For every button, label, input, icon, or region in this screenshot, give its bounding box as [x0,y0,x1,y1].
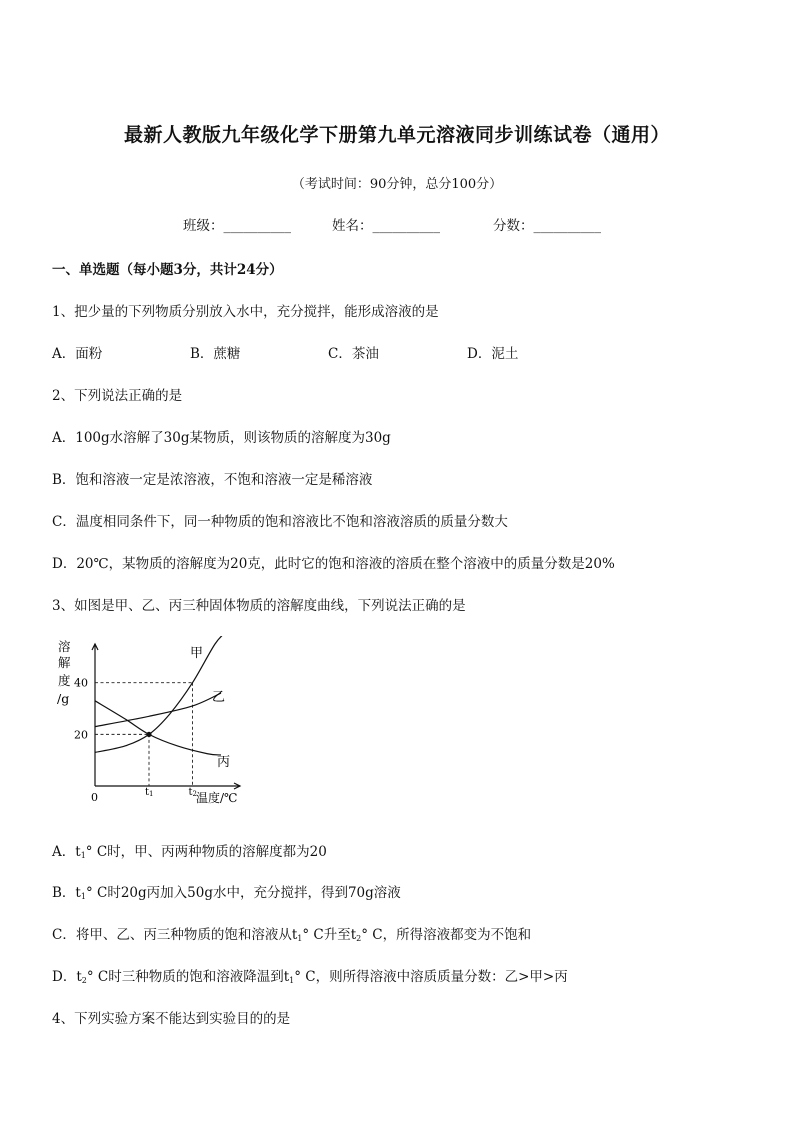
question-1-option-a: A．面粉 [52,346,103,362]
question-1-stem: 1、把少量的下列物质分别放入水中，充分搅拌，能形成溶液的是 [52,304,439,320]
option-b-text-1: B．t [52,885,81,901]
page-title: 最新人教版九年级化学下册第九单元溶液同步训练试卷（通用） [123,124,670,146]
y-tick-20: 20 [74,728,88,742]
y-axis-label-char: 度 [58,673,71,688]
curve-bing [95,701,221,755]
y-axis-label-char: 解 [58,655,71,670]
series-label-jia: 甲 [190,646,204,661]
score-label: 分数： [493,218,534,234]
option-c-sub-2: 2 [356,934,362,943]
question-2-stem: 2、下列说法正确的是 [52,388,183,404]
class-label: 班级： [183,218,224,234]
x-axis-label: 温度/℃ [196,791,238,805]
score-blank: __________ [533,218,601,234]
question-4-stem: 4、下列实验方案不能达到实验目的的是 [52,1011,291,1027]
class-field [183,214,291,234]
option-c-text-2: ° C升至t [302,927,357,943]
name-label: 姓名： [332,218,373,234]
y-axis-label-char: 溶 [58,639,71,654]
question-2-option-a: A．100g水溶解了30g某物质，则该物质的溶解度为30g [52,430,391,446]
question-3-option-c [52,923,531,943]
exam-duration: （考试时间：90分钟，总分100分） [291,177,503,192]
question-3-option-d [52,965,568,985]
option-d-text-2: ° C时三种物质的饱和溶液降温到t [86,969,290,985]
option-c-text-1: C．将甲、乙、丙三种物质的饱和溶液从t [52,927,298,943]
question-1-option-c: C．茶油 [328,346,379,362]
option-a-sub-1: 1 [80,851,86,860]
question-2-option-d: D．20℃，某物质的溶解度为20克，此时它的饱和溶液的溶质在整个溶液中的质量分数是20% [52,556,615,572]
question-2-option-c: C．温度相同条件下，同一种物质的饱和溶液比不饱和溶液溶质的质量分数大 [52,514,508,530]
curve-yi [95,693,221,727]
origin-label: 0 [91,791,98,804]
option-d-sub-2: 1 [289,976,295,985]
option-d-text-3: ° C，则所得溶液中溶质质量分数：乙>甲>丙 [294,969,568,985]
class-blank: __________ [223,218,291,234]
series-label-yi: 乙 [212,690,226,705]
option-a-text-1: A．t [52,844,81,860]
question-2-option-b: B．饱和溶液一定是浓溶液，不饱和溶液一定是稀溶液 [52,472,373,488]
score-field [493,214,601,234]
option-c-sub-1: 1 [297,934,303,943]
series-label-bing: 丙 [217,755,231,770]
question-3-option-a [52,840,327,860]
option-b-text-2: ° C时20g丙加入50g水中，充分搅拌，得到70g溶液 [85,885,401,901]
question-3-option-b [52,881,401,901]
x-tick-t2: t2 [188,787,197,798]
y-axis-label-char: /g [57,691,70,706]
intersection-point [146,732,151,737]
name-field [332,214,440,234]
question-1-option-d: D．泥土 [467,346,519,362]
y-tick-40: 40 [74,676,88,690]
option-c-text-3: ° C，所得溶液都变为不饱和 [361,927,532,943]
question-3-stem: 3、如图是甲、乙、丙三种固体物质的溶解度曲线，下列说法正确的是 [52,598,466,614]
option-d-text-1: D．t [52,969,82,985]
option-d-sub-1: 2 [81,976,87,985]
question-1-option-b: B．蔗糖 [190,346,241,362]
option-a-text-2: ° C时，甲、丙两种物质的溶解度都为20 [85,844,327,860]
x-tick-t1: t1 [145,787,154,798]
solubility-curve-chart [52,636,252,816]
name-blank: __________ [372,218,440,234]
curve-jia [95,636,227,752]
option-b-sub-1: 1 [80,892,86,901]
section-heading: 一、单选题（每小题3分，共计24分） [52,262,283,278]
